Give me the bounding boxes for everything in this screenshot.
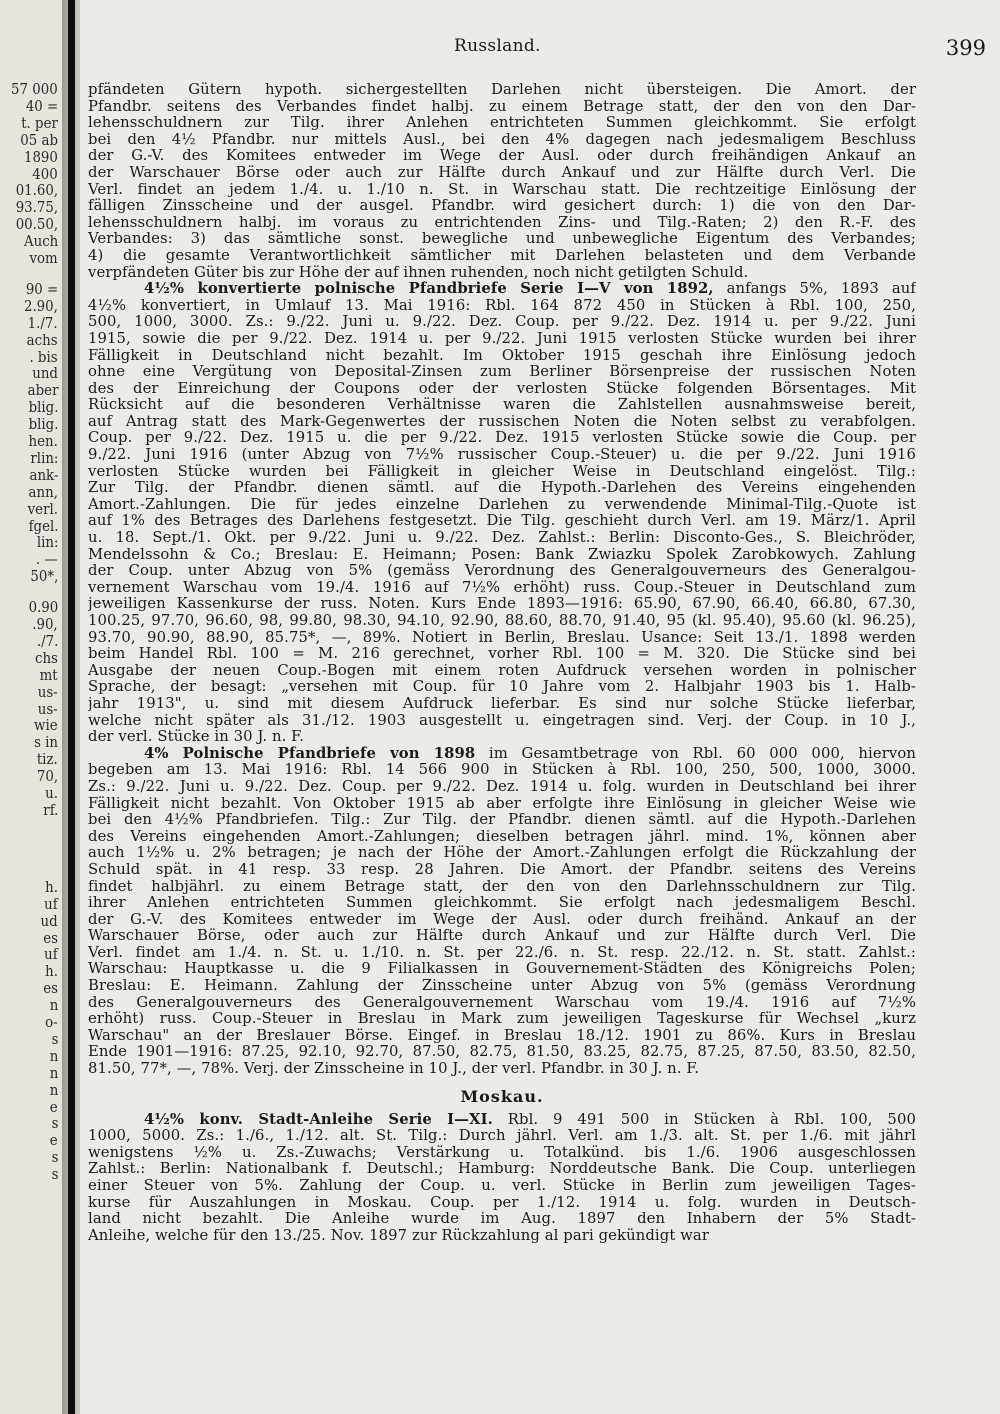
adjacent-page-text: s xyxy=(51,1031,58,1048)
adjacent-page-text: tiz. xyxy=(37,752,58,769)
adjacent-page-text: 50*, xyxy=(30,569,58,586)
adjacent-page-text: o- xyxy=(45,1015,58,1031)
text-line: Amort.-Zahlungen. Die für jedes einzelne Darlehen zu verwendende Minimal-Tilg.-Quote ist xyxy=(88,496,916,513)
adjacent-page-text: achs xyxy=(27,332,58,349)
adjacent-page-text: chs xyxy=(35,650,58,667)
text-line: ohne eine Vergütung von Deposital-Zinsen zum Berliner Börsenpreise der russischen Noten xyxy=(88,364,916,381)
text-line: erhöht) russ. Coup.-Steuer in Breslau in Mark zum jeweiligen Tageskurse für Wechsel „kurz xyxy=(88,1011,916,1028)
page-number: 399 xyxy=(945,36,986,60)
text-line: welche nicht später als 31./12. 1903 ausgestellt u. eingetragen sind. Verj. der Coup. in 10 J., xyxy=(88,712,916,729)
text-run: Rbl. 9 491 500 in Stücken à Rbl. 100, 500 xyxy=(492,1111,916,1128)
adjacent-page-text: e xyxy=(50,1099,58,1116)
text-line: Breslau: E. Heimann. Zahlung der Zinsscheine unter Abzug von 5% (gemäss Verordnung xyxy=(88,978,916,995)
adjacent-page-text: ann, xyxy=(28,484,58,501)
adjacent-page-text: 40 = xyxy=(25,98,58,115)
adjacent-page-text: h. xyxy=(45,879,58,896)
text-line: des Generalgouverneurs des Generalgouvernement Warschau vom 19./4. 1916 auf 7½% xyxy=(88,994,916,1011)
text-line: auf 1% des Betrages des Darlehens festgesetzt. Die Tilg. geschieht durch Verl. am 19. März/1. April xyxy=(88,513,916,530)
text-line: Schuld spät. in 41 resp. 33 resp. 28 Jahren. Die Amort. der Pfandbr. seitens des Vereins xyxy=(88,861,916,878)
adjacent-page-text: und xyxy=(32,366,58,383)
adjacent-page-text: 400 xyxy=(32,166,58,183)
text-line: bei den 4½ Pfandbr. nur mittels Ausl., bei den 4% dagegen nach jedesmaligem Beschluss xyxy=(88,131,916,148)
adjacent-page-text: ud xyxy=(40,913,58,930)
adjacent-page-text: hen. xyxy=(28,434,58,450)
text-line: Fälligkeit nicht bezahlt. Von Oktober 1915 ab aber erfolgte ihre Einlösung in gleicher Weise wie xyxy=(88,795,916,812)
text-line: Warschau" an der Breslauer Börse. Eingef. in Breslau 18./12. 1901 zu 86%. Kurs in Breslau xyxy=(88,1027,916,1044)
text-line: Anleihe, welche für den 13./25. Nov. 1897 zur Rückzahlung al pari gekündigt war xyxy=(88,1227,710,1244)
text-line: Ausgabe der neuen Coup.-Bogen mit einem roten Aufdruck versehen worden in polnischer xyxy=(88,662,916,679)
text-line: 81.50, 77*, —, 78%. Verj. der Zinsscheine in 10 J., der verl. Pfandbr. in 30 J. n. F. xyxy=(88,1061,700,1078)
adjacent-page-text: 05 ab xyxy=(20,132,58,149)
text-line: einer Steuer von 5%. Zahlung der Coup. u. verl. Stücke in Berlin zum jeweiligen Tages- xyxy=(88,1178,916,1194)
adjacent-page-text: e xyxy=(50,1133,58,1150)
text-line: der Warschauer Börse oder auch zur Hälfte durch Ankauf und zur Hälfte durch Verl. Die xyxy=(88,164,916,181)
adjacent-page-text: n xyxy=(49,1082,58,1099)
text-line: Fälligkeit in Deutschland nicht bezahlt. Im Oktober 1915 geschah ihre Einlösung jedoch xyxy=(88,347,916,364)
adjacent-page-text: ank- xyxy=(29,467,58,484)
text-line: findet halbjährl. zu einem Betrage statt, der den von den Darlehnsschuldnern zur Tilg. xyxy=(88,878,916,895)
text-line: land nicht bezahlt. Die Anleihe wurde im Aug. 1897 den Inhabern der 5% Stadt- xyxy=(88,1211,916,1228)
bond-heading: 4% Polnische Pfandbriefe von 1898 xyxy=(144,745,476,762)
text-line: des Vereins eingehenden Amort.-Zahlungen; dieselben betragen jährl. mind. 1%, können aber xyxy=(88,828,916,845)
adjacent-page-text: s xyxy=(51,1116,58,1133)
adjacent-page-fragment xyxy=(0,0,63,1414)
text-line: Verbandes: 3) das sämtliche sonst. bewegliche und unbewegliche Eigentum des Verbandes; xyxy=(88,231,916,248)
text-line: lehensschuldnern zur Tilg. ihrer Anlehen entrichteten Summen gleichkommt. Sie erfolgt xyxy=(88,115,916,132)
adjacent-page-text: Auch xyxy=(23,234,58,251)
book-spine xyxy=(68,0,75,1414)
text-line: vernement Warschau vom 19./4. 1916 auf 7½% erhöht) russ. Coup.-Steuer in Deutschland zum xyxy=(88,579,916,596)
adjacent-page-text: rlin: xyxy=(29,450,58,467)
adjacent-page-text: u. xyxy=(45,786,58,802)
text-line: Pfandbr. seitens des Verbandes findet halbj. zu einem Betrage statt, der den von den Dar- xyxy=(88,98,916,115)
adjacent-page-text: . — xyxy=(36,552,58,569)
adjacent-page-text: rf. xyxy=(42,802,58,819)
text-line: Verl. findet am 1./4. n. St. u. 1./10. n. St. per 22./6. n. St. resp. 22./12. n. St. statt. Zahlst.: xyxy=(88,944,916,961)
adjacent-page-text: .90, xyxy=(32,617,58,633)
adjacent-page-text: h. xyxy=(45,964,58,981)
adjacent-page-text: 1890 xyxy=(24,149,58,166)
bond-heading: 4½% konv. Stadt-Anleihe Serie I—XI. xyxy=(144,1111,493,1128)
adjacent-page-text: s xyxy=(51,1167,58,1184)
text-line: Zs.: 9./22. Juni u. 9./22. Dez. Coup. per 9./22. Dez. 1914 u. folg. wurden in Deutschland bei ihrer xyxy=(88,778,916,795)
text-line: jeweiligen Kassenkurse der russ. Noten. Kurs Ende 1893—1916: 65.90, 67.90, 66.40, 66.80, 67.30, xyxy=(88,596,916,613)
text-line: verpfändeten Güter bis zur Höhe der auf ihnen ruhenden, noch nicht getilgten Schuld. xyxy=(88,264,749,281)
adjacent-page-text: uf xyxy=(44,947,58,964)
adjacent-page-text: n xyxy=(49,1048,58,1065)
text-line: beim Handel Rbl. 100 = M. 216 gerechnet, vorher Rbl. 100 = M. 320. Die Stücke sind bei xyxy=(88,646,916,663)
text-line: begeben am 13. Mai 1916: Rbl. 14 566 900 in Stücken à Rbl. 100, 250, 500, 1000, 3000. xyxy=(88,762,916,779)
bond-heading: 4½% konvertierte polnische Pfandbriefe Serie I—V von 1892, xyxy=(144,281,714,298)
text-line: der verl. Stücke in 30 J. n. F. xyxy=(88,729,305,746)
text-line: Rücksicht auf die besonderen Verhältnisse waren die Zahlstellen ausnahmsweise bereit, xyxy=(88,397,916,414)
adjacent-page-text: 01.60, xyxy=(15,183,58,200)
moskau-paragraph xyxy=(88,1112,916,1245)
adjacent-page-text: 1./7. xyxy=(28,315,58,332)
text-line: Sprache, der besagt: „versehen mit Coup. für 10 Jahre vom 2. Halbjahr 1903 bis 1. Halb- xyxy=(88,679,916,696)
adjacent-page-text: aber xyxy=(27,383,58,400)
text-line: des der Einreichung der Coupons oder der verlosten Stücke folgenden Börsentages. Mit xyxy=(88,380,916,397)
text-line: 1000, 5000. Zs.: 1./6., 1./12. alt. St. Tilg.: Durch jährl. Verl. am 1./3. alt. St. per 1./6. mit jährl xyxy=(88,1128,916,1145)
text-line: fälligen Zinsscheine und der ausgel. Pfandbr. wird gesichert durch: 1) die von den Dar- xyxy=(88,198,916,215)
adjacent-page-text: mt xyxy=(39,667,58,684)
text-line: verlosten Stücke wurden bei Fälligkeit in gleicher Weise in Deutschland eingelöst. Tilg.: xyxy=(88,463,916,480)
adjacent-page-text: us- xyxy=(38,701,58,718)
adjacent-page-text: wie xyxy=(34,718,58,735)
text-line: Warschauer Börse, oder auch zur Hälfte durch Ankauf und zur Hälfte durch Verl. Die xyxy=(88,928,916,945)
adjacent-page-text: us- xyxy=(38,684,58,701)
adjacent-page-text: uf xyxy=(44,896,58,913)
paragraph xyxy=(88,281,916,746)
text-line xyxy=(88,281,916,298)
text-line: lehensschuldnern halbj. im voraus zu entrichtenden Zins- und Tilg.-Raten; 2) den R.-F. des xyxy=(88,214,916,231)
adjacent-page-text: 2.90, xyxy=(24,298,58,315)
page-header xyxy=(80,36,1000,60)
text-line: wenigstens ½% u. Zs.-Zuwachs; Verstärkung u. Totalkünd. bis 1./6. 1906 ausgeschlossen xyxy=(88,1144,916,1161)
adjacent-page-text: n xyxy=(49,1065,58,1082)
text-line xyxy=(88,746,916,763)
text-line: 500, 1000, 3000. Zs.: 9./22. Juni u. 9./22. Dez. Coup. per 9./22. Dez. 1914 u. per 9./22. Juni xyxy=(88,314,916,331)
text-line: ihrer Anlehen entrichteten Summen gleichkommt. Sie erfolgt nach jedesmaligem Beschl. xyxy=(88,895,916,912)
text-line: 4) die gesamte Verantwortlichkeit sämtlicher mit Darlehen belasteten und dem Verbande xyxy=(88,247,916,264)
text-line: Warschau: Hauptkasse u. die 9 Filialkassen in Gouvernement-Städten des Königreichs Polen; xyxy=(88,961,916,978)
text-line: Coup. per 9./22. Dez. 1915 u. die per 9./22. Dez. 1915 verlosten Stücke sowie die Coup. per xyxy=(88,430,916,447)
running-title: Russland. xyxy=(454,36,541,56)
adjacent-page-text: lin: xyxy=(36,535,58,552)
text-line: der Coup. unter Abzug von 5% (gemäss Verordnung des Generalgouverneurs des Generalgou- xyxy=(88,563,916,580)
text-line: Mendelssohn & Co.; Breslau: E. Heimann; Posen: Bank Zwiazku Spolek Zarobkowych. Zahlung xyxy=(88,546,916,563)
adjacent-page-text: vom xyxy=(29,251,58,267)
adjacent-page-text: ./7. xyxy=(36,633,58,650)
text-line: bei den 4½% Pfandbriefen. Tilg.: Zur Tilg. der Pfandbr. dienen sämtl. auf die Hypoth.-Darlehen xyxy=(88,812,916,829)
text-line: Ende 1901—1916: 87.25, 92.10, 92.70, 87.50, 82.75, 81.50, 83.25, 82.75, 87.25, 87.50, 83.50, 82.50, xyxy=(88,1044,916,1061)
text-line: auf Antrag statt des Mark-Gegenwertes der russischen Noten die Noten selbst zu verabfolgen. xyxy=(88,413,916,430)
text-line: 1915, sowie die per 9./22. Dez. 1914 u. per 9./22. Juni 1915 verlosten Stücke wurden bei ihrer xyxy=(88,330,916,347)
text-line: der G.-V. des Komitees entweder im Wege der Ausl. oder durch freihänd. Ankauf an der xyxy=(88,911,916,928)
adjacent-page-text: blig. xyxy=(28,400,58,417)
text-line: kurse für Auszahlungen in Moskau. Coup. per 1./12. 1914 u. folg. wurden in Deutsch- xyxy=(88,1194,916,1211)
text-line: u. 18. Sept./1. Okt. per 9./22. Juni u. 9./22. Dez. Zahlst.: Berlin: Disconto-Ges., S. Bleichröder, xyxy=(88,530,916,547)
adjacent-page-text: blig. xyxy=(28,417,58,434)
text-line: der G.-V. des Komitees entweder im Wege der Ausl. oder durch freihändigen Ankauf an xyxy=(88,148,916,165)
adjacent-page-text: es xyxy=(43,981,58,998)
adjacent-page-text: t. per xyxy=(21,115,58,132)
adjacent-page-text: 00.50, xyxy=(15,217,58,234)
text-line: Zahlst.: Berlin: Nationalbank f. Deutschl.; Hamburg: Norddeutsche Bank. Die Coup. unterliegen xyxy=(88,1161,916,1178)
adjacent-page-text: n xyxy=(49,998,58,1015)
text-line: auch 1½% u. 2% betragen; je nach der Höhe der Amort.-Zahlungen erfolgt die Rückzahlung der xyxy=(88,845,916,862)
document-page xyxy=(80,0,1000,1414)
text-line: jahr 1913", u. sind mit diesem Aufdruck lieferbar. Es sind nur solche Stücke lieferbar, xyxy=(88,695,916,712)
section-title: Moskau. xyxy=(460,1086,544,1106)
adjacent-page-text: s in xyxy=(34,735,58,752)
adjacent-page-text: 70, xyxy=(36,769,58,786)
text-line: 100.25, 97.70, 96.60, 98, 99.80, 98.30, 94.10, 92.90, 88.60, 88.70, 91.40, 95 (kl. 95.40), 95.60 (kl. 96.25), xyxy=(88,613,916,629)
paragraphs xyxy=(88,82,916,1078)
adjacent-page-text: fgel. xyxy=(28,518,58,535)
adjacent-page-text: 90 = xyxy=(25,281,58,298)
text-run: im Gesamtbetrage von Rbl. 60 000 000, hiervon xyxy=(475,745,916,762)
text-line: 93.70, 90.90, 88.90, 85.75*, —, 89%. Notiert in Berlin, Breslau. Usance: Seit 13./1. 1898 werden xyxy=(88,629,916,646)
adjacent-page-text: 93.75, xyxy=(15,200,58,217)
adjacent-page-text: 0.90 xyxy=(28,600,58,617)
adjacent-page-text: es xyxy=(43,930,58,947)
text-line: Verl. findet an jedem 1./4. u. 1./10 n. St. in Warschau statt. Die rechtzeitige Einlösung der xyxy=(88,181,916,198)
text-line: pfändeten Gütern hypoth. sichergestellten Darlehen nicht übersteigen. Die Amort. der xyxy=(88,82,916,98)
text-line: 4½% konvertiert, in Umlauf 13. Mai 1916: Rbl. 164 872 450 in Stücken à Rbl. 100, 250, xyxy=(88,297,916,314)
text-run: anfangs 5%, 1893 auf xyxy=(713,281,916,298)
paragraph xyxy=(88,82,916,281)
adjacent-page-text: . bis xyxy=(29,349,58,366)
adjacent-page-text: verl. xyxy=(27,501,58,518)
text-line xyxy=(88,1112,916,1129)
body-text xyxy=(88,82,916,1244)
adjacent-page-text: s xyxy=(51,1150,58,1167)
text-line: 9./22. Juni 1916 (unter Abzug von 7½% russischer Coup.-Steuer) u. die per 9./22. Juni 1916 xyxy=(88,447,916,464)
paragraph xyxy=(88,746,916,1078)
text-line: Zur Tilg. der Pfandbr. dienen sämtl. auf die Hypoth.-Darlehen des Vereins eingehenden xyxy=(88,480,916,497)
adjacent-page-text: 57 000 xyxy=(11,82,58,98)
